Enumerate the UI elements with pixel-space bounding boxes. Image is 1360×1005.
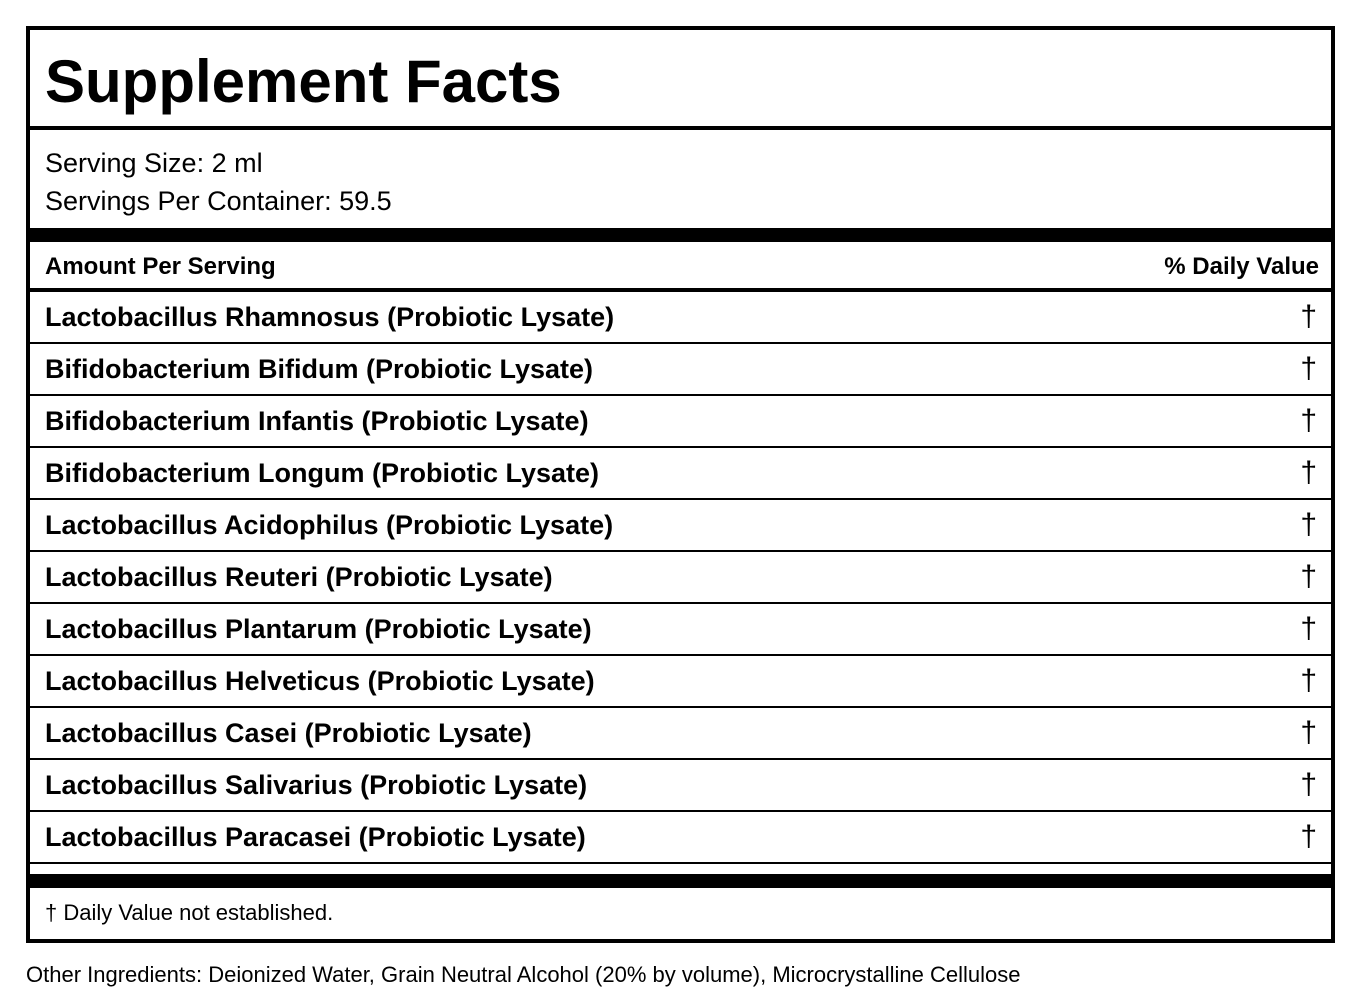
- ingredient-rows: [30, 292, 1331, 864]
- ingredient-name: Lactobacillus Reuteri (Probiotic Lysate): [45, 562, 553, 592]
- table-row: [30, 500, 1331, 552]
- table-row: [30, 292, 1331, 344]
- column-header-row: [30, 242, 1331, 292]
- table-row: [30, 344, 1331, 396]
- ingredient-name: Bifidobacterium Longum (Probiotic Lysate): [45, 458, 600, 488]
- daily-value-mark: †: [1300, 820, 1317, 853]
- ingredient-name: Bifidobacterium Infantis (Probiotic Lysate): [45, 406, 589, 436]
- ingredient-name: Lactobacillus Paracasei (Probiotic Lysate): [45, 822, 586, 852]
- servings-per-container: Servings Per Container: 59.5: [45, 186, 392, 216]
- supplement-facts-panel: [26, 26, 1335, 943]
- other-ingredients: Other Ingredients: Deionized Water, Grain Neutral Alcohol (20% by volume), Microcrystalline Cellulose: [26, 962, 1021, 987]
- ingredient-name: Bifidobacterium Bifidum (Probiotic Lysate): [45, 354, 594, 384]
- table-row: [30, 604, 1331, 656]
- daily-value-mark: †: [1300, 508, 1317, 541]
- daily-value-mark: †: [1300, 612, 1317, 645]
- ingredient-name: Lactobacillus Acidophilus (Probiotic Lysate): [45, 510, 614, 540]
- daily-value-mark: †: [1300, 456, 1317, 489]
- ingredient-name: Lactobacillus Rhamnosus (Probiotic Lysate): [45, 302, 615, 332]
- ingredient-name: Lactobacillus Salivarius (Probiotic Lysate): [45, 770, 588, 800]
- daily-value-mark: †: [1300, 768, 1317, 801]
- daily-value-mark: †: [1300, 404, 1317, 437]
- table-row: [30, 448, 1331, 500]
- table-row: [30, 656, 1331, 708]
- title-block: [30, 30, 1331, 130]
- serving-size: Serving Size: 2 ml: [45, 148, 263, 178]
- daily-value-mark: †: [1300, 664, 1317, 697]
- table-row: [30, 812, 1331, 864]
- amount-per-serving-header: Amount Per Serving: [45, 253, 276, 280]
- ingredient-name: Lactobacillus Plantarum (Probiotic Lysate): [45, 614, 592, 644]
- serving-info: [30, 134, 1331, 238]
- panel-title: Supplement Facts: [45, 48, 562, 115]
- ingredient-name: Lactobacillus Helveticus (Probiotic Lysate): [45, 666, 595, 696]
- daily-value-mark: †: [1300, 352, 1317, 385]
- thick-divider-top: [30, 228, 1331, 242]
- table-row: [30, 552, 1331, 604]
- daily-value-header: % Daily Value: [1164, 253, 1319, 280]
- table-row: [30, 760, 1331, 812]
- ingredient-name: Lactobacillus Casei (Probiotic Lysate): [45, 718, 532, 748]
- daily-value-mark: †: [1300, 716, 1317, 749]
- table-row: [30, 708, 1331, 760]
- daily-value-mark: †: [1300, 300, 1317, 333]
- table-row: [30, 396, 1331, 448]
- daily-value-mark: †: [1300, 560, 1317, 593]
- thick-divider-bottom: [30, 874, 1331, 888]
- daily-value-footnote: † Daily Value not established.: [45, 900, 334, 925]
